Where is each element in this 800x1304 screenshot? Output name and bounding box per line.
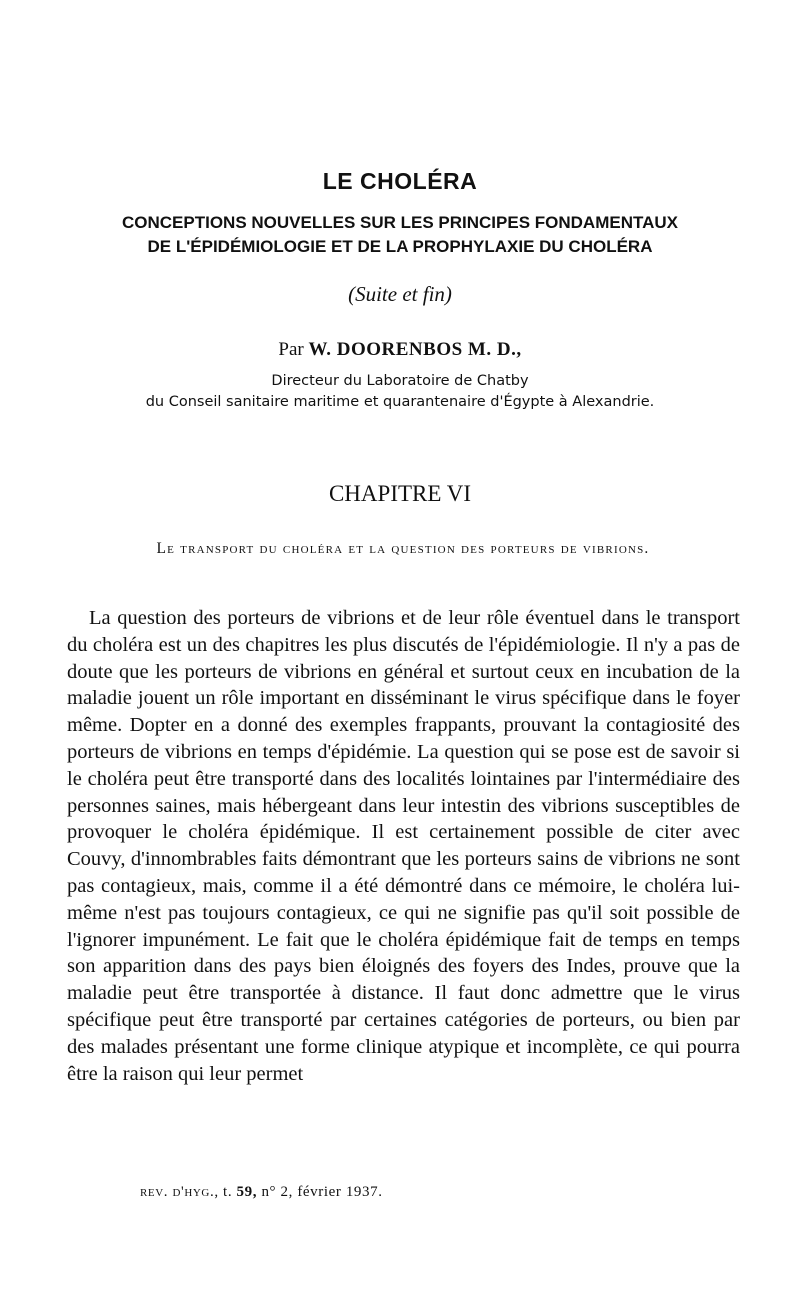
author-prefix: Par — [278, 339, 304, 360]
footer-journal: rev. d'hyg., — [140, 1184, 219, 1200]
chapter-title: CHAPITRE VI — [328, 481, 472, 506]
footer-tome: 59, — [236, 1184, 258, 1200]
body-paragraph: La question des porteurs de vibrions et de leur rôle éventuel dans le transport du choléra est un des chapitres les plus discutés de l'épidémiologie. Il n'y a pas de doute que les porteurs de vibrions en général et surtout ceux en incubation de la maladie jouent un rôle important en disséminant le virus spécifique dans le foyer même. Dopter en a donné des exemples frappants, prouvant la contagiosité des porteurs de vibrions en temps d'épidémie. La question qui se pose est de savoir si le choléra peut être transporté dans des localités lointaines par l'intermédiaire des personnes saines, mais hébergeant dans leur intestin des vibrions susceptibles de provoquer le choléra épidémique. Il est certainement possible de citer avec Couvy, d'innombrables faits démontrant que les porteurs sains de vibrions ne sont pas contagieux, mais, comme il a été démontré dans ce mémoire, le choléra lui-même n'est pas toujours contagieux, ce qui ne signifie pas qu'il soit possible de l'ignorer impunément. Le fait que le choléra épidémique fait de temps en temps son apparition dans des pays bien éloignés des foyers des Indes, prouve que la maladie peut être transportée à distance. Il faut donc admettre que le virus spécifique peut être transporté par certaines catégories de porteurs, ou bien par des malades présentant une forme clinique atypique et incomplète, ce qui pourra être la raison qui leur permet — [67, 607, 740, 1085]
footer-number: n° 2, — [261, 1184, 293, 1200]
chapter-subtitle: Le transport du choléra et la question des porteurs de vibrions. — [156, 540, 650, 557]
affiliation-line-2: du Conseil sanitaire maritime et quarantenaire d'Égypte à Alexandrie. — [145, 394, 655, 410]
article-title: LE CHOLÉRA — [322, 168, 478, 194]
author-affiliation — [0, 371, 800, 413]
article-subtitle — [0, 211, 800, 259]
footer-tome-prefix: t. — [223, 1184, 233, 1200]
continuation-note: (Suite et fin) — [348, 282, 452, 306]
footer-date: février 1937. — [297, 1184, 383, 1200]
affiliation-line-1: Directeur du Laboratoire de Chatby — [271, 373, 529, 389]
subtitle-line-2: DE L'ÉPIDÉMIOLOGIE ET DE LA PROPHYLAXIE DU CHOLÉRA — [147, 237, 653, 256]
author-name: W. DOORENBOS M. D., — [308, 339, 522, 360]
subtitle-line-1: CONCEPTIONS NOUVELLES SUR LES PRINCIPES FONDAMENTAUX — [121, 213, 678, 232]
author-line — [0, 339, 800, 361]
page-footer — [140, 1184, 383, 1201]
